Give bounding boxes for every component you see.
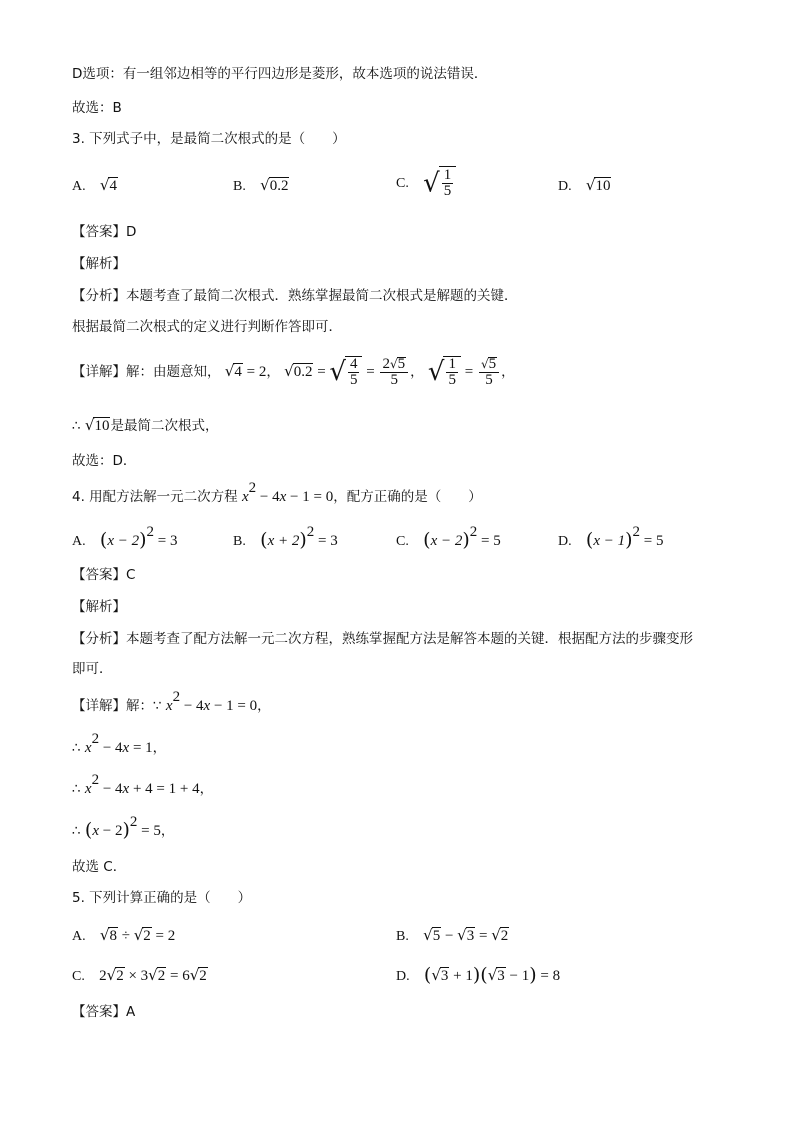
q3-fenxi-line <box>72 286 518 306</box>
q3-fenxi2: 根据最简二次根式的定义进行判断作答即可． <box>72 319 342 335</box>
q3-option-c[interactable]: C. √ $\frac{1}{5}$ <box>396 166 456 199</box>
q3-option-c-label: C. <box>396 175 409 191</box>
q5-option-a[interactable]: A. √8 ÷ √2 = 2 <box>72 926 176 944</box>
q4-stem-prefix: 4. 用配方法解一元二次方程 <box>72 489 238 505</box>
q5-option-a-label: A. <box>72 929 86 944</box>
q4-option-c-rhs: 5 <box>493 533 501 549</box>
q3-therefore-text: 是最简二次根式， <box>110 418 219 434</box>
d-option-line: D选项：有一组邻边相等的平行四边形是菱形，故本选项的说法错误． <box>72 66 488 82</box>
q5-option-b[interactable]: B. √5 − √3 = √2 <box>396 926 509 944</box>
q3-fenxi-text: 本题考查了最简二次根式．熟练掌握最简二次根式是解题的关键． <box>126 288 518 304</box>
q5-option-d[interactable]: D. (√3 + 1)(√3 − 1) = 8 <box>396 964 561 986</box>
q4-option-d-label: D. <box>558 534 572 549</box>
q4-stem: 4. 用配方法解一元二次方程 $x^2 - 4x - 1 = 0$，配方正确的是（ ） <box>72 480 482 505</box>
q4-option-b-rhs: 3 <box>330 533 338 549</box>
q4-jiexi: 【解析】 <box>72 599 126 615</box>
q4-answer: C <box>126 567 136 583</box>
q3-option-b-radicand: 0.2 <box>269 178 289 194</box>
q5-option-c[interactable]: C. 2√2 × 3√2 = 6√2 <box>72 966 207 984</box>
q4-option-a-rhs: 3 <box>170 533 178 549</box>
q3-option-c-numerator: 1 <box>443 167 452 183</box>
q3-answer: D <box>126 224 137 240</box>
q4-answer-tag: 【答案】 <box>72 567 126 583</box>
q4-step-2: ∴ $x^2 - 4x + 4 = 1 + 4$， <box>72 772 214 797</box>
q4-detail-prefix: 解：∵ <box>126 698 162 714</box>
q4-option-d-rhs: 5 <box>656 533 664 549</box>
q3-option-d[interactable]: D. √10 <box>558 176 611 194</box>
q4-option-b[interactable]: B. $(x + 2)^2 = 3$ <box>233 524 338 551</box>
q4-option-c-label: C. <box>396 534 409 549</box>
q3-option-c-denominator: 5 <box>443 183 452 199</box>
q3-detail-line: 【详解】解：由题意知， √4 = 2， √0.2 = √ $\frac{4}{5}$ = $\frac{2√5}{5}$ ， √ $\frac{1}{5}$ = $\frac{√5}{5}$ ， <box>72 355 515 388</box>
q4-detail-line: 【详解】解：∵ $x^2 - 4x - 1 = 0$， <box>72 689 271 714</box>
q3-option-b[interactable]: B. √0.2 <box>233 176 289 194</box>
q4-option-b-inner: x + 2 <box>267 533 300 549</box>
q3-jiexi: 【解析】 <box>72 256 126 272</box>
q5-option-b-label: B. <box>396 929 409 944</box>
q3-detail-tag: 【详解】 <box>72 364 126 380</box>
q5-answer-line <box>72 1002 135 1022</box>
q4-option-a[interactable]: A. $(x - 2)^2 = 3$ <box>72 524 178 551</box>
q4-answer-line <box>72 565 135 585</box>
q4-option-c-inner: x − 2 <box>430 533 463 549</box>
q3-option-b-label: B. <box>233 179 246 194</box>
q5-stem: 5. 下列计算正确的是（ ） <box>72 890 252 906</box>
q4-option-c[interactable]: C. $(x - 2)^2 = 5$ <box>396 524 501 551</box>
q3-detail-prefix: 解：由题意知， <box>126 364 221 380</box>
q4-option-a-label: A. <box>72 534 86 549</box>
q3-option-a-label: A. <box>72 179 86 194</box>
q4-option-d-inner: x − 1 <box>593 533 626 549</box>
q4-fenxi-tag: 【分析】 <box>72 631 126 647</box>
q3-therefore-radicand: 10 <box>94 418 110 434</box>
q4-fenxi-line <box>72 629 693 649</box>
q3-answer-line <box>72 222 136 242</box>
q4-option-b-label: B. <box>233 534 246 549</box>
q3-option-a[interactable]: A. √4 <box>72 176 117 194</box>
q4-step-3: ∴ $(x - 2)^2 = 5$， <box>72 814 175 841</box>
q5-option-d-label: D. <box>396 969 410 984</box>
q4-detail-tag: 【详解】 <box>72 698 126 714</box>
q4-option-d[interactable]: D. $(x - 1)^2 = 5$ <box>558 524 664 551</box>
q5-option-c-label: C. <box>72 969 85 984</box>
q4-stem-suffix: ，配方正确的是（ ） <box>333 489 482 505</box>
q3-option-d-radicand: 10 <box>595 178 611 194</box>
q3-therefore-line: ∴ √10是最简二次根式， <box>72 416 219 434</box>
q4-conclude: 故选 C． <box>72 859 127 875</box>
q4-step-1: ∴ $x^2 - 4x = 1$， <box>72 731 167 756</box>
q3-option-a-radicand: 4 <box>109 178 117 194</box>
q4-option-a-inner: x − 2 <box>107 533 140 549</box>
q3-option-d-label: D. <box>558 179 572 194</box>
q3-answer-tag: 【答案】 <box>72 224 126 240</box>
choose-b-line: 故选：B <box>72 100 122 116</box>
q3-conclude: 故选：D． <box>72 453 137 469</box>
q4-fenxi-text: 本题考查了配方法解一元二次方程，熟练掌握配方法是解答本题的关键．根据配方法的步骤变形 <box>126 631 693 647</box>
q3-fenxi-tag: 【分析】 <box>72 288 126 304</box>
q5-answer: A <box>126 1004 136 1020</box>
q5-answer-tag: 【答案】 <box>72 1004 126 1020</box>
q4-fenxi2: 即可． <box>72 661 113 677</box>
q3-stem: 3. 下列式子中，是最简二次根式的是（ ） <box>72 131 346 147</box>
